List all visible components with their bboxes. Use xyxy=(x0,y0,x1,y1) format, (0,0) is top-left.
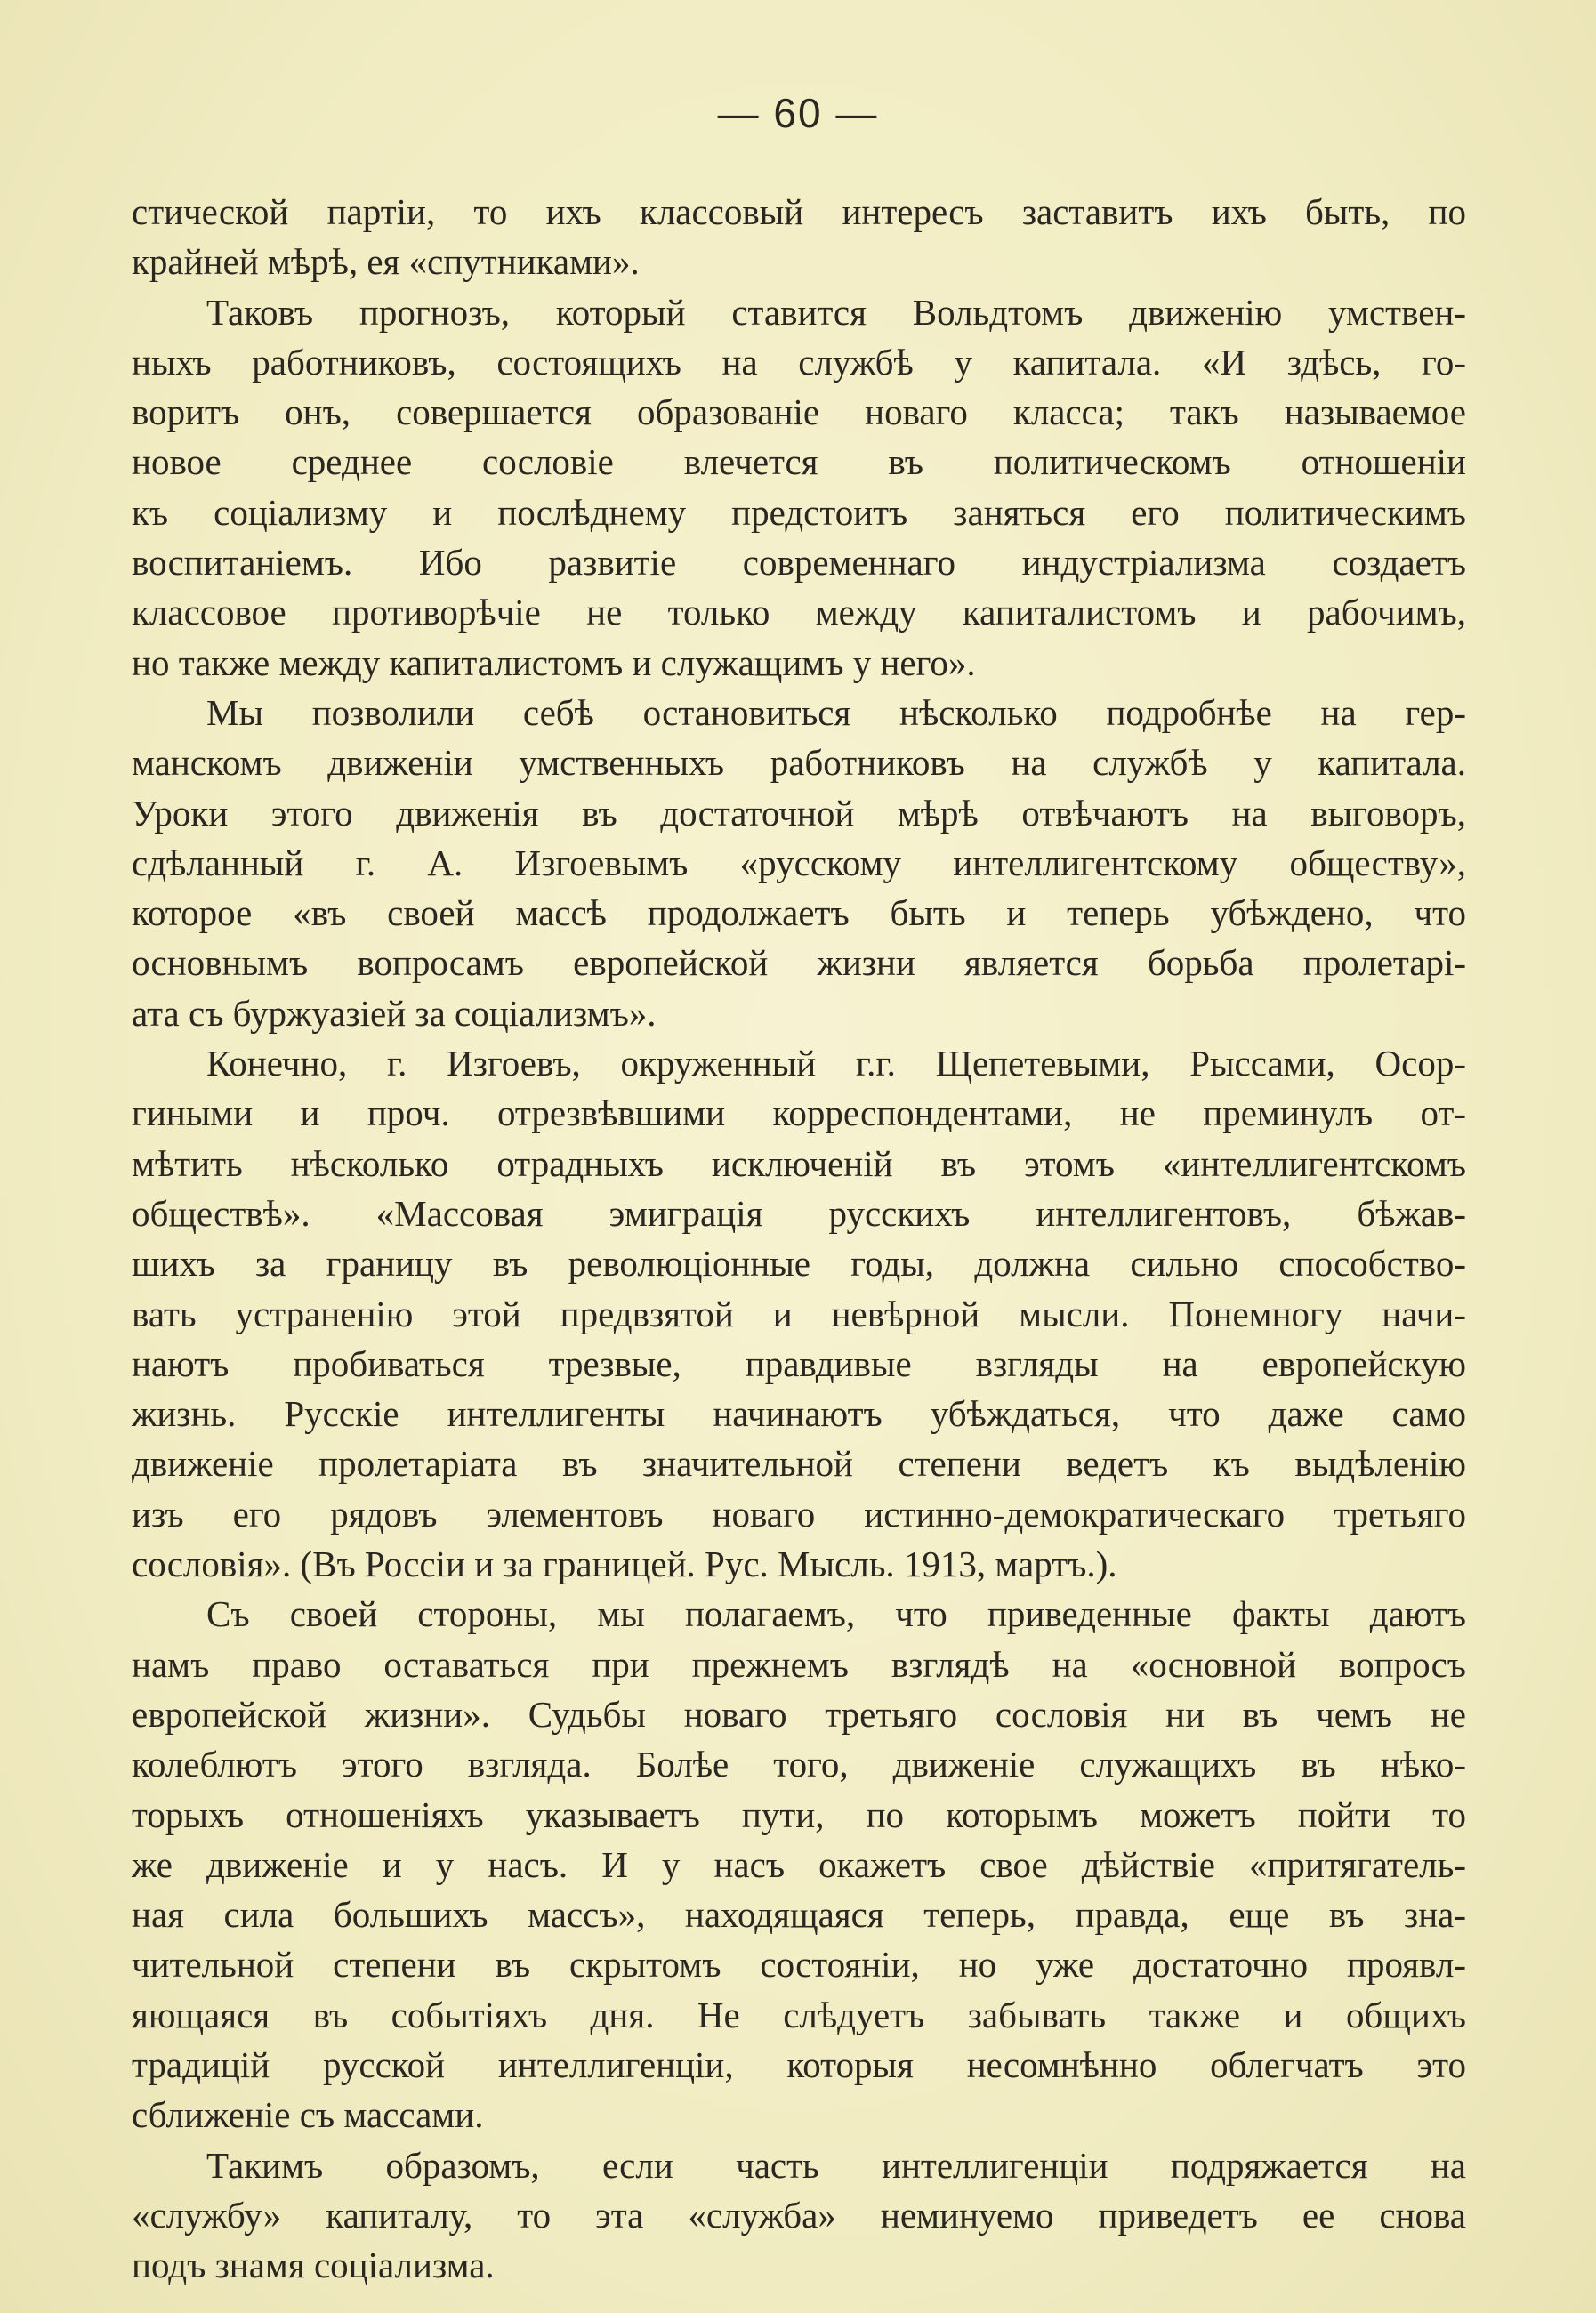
text-line: новое среднее сословіе влечется въ политическомъ отношеніи xyxy=(132,441,1466,483)
text-line: намъ право оставаться при прежнемъ взглядѣ на «основной вопросъ xyxy=(132,1643,1466,1685)
text-line: чительной степени въ скрытомъ состояніи, но уже достаточно проявл- xyxy=(132,1944,1466,1986)
text-line: наютъ пробиваться трезвые, правдивые взгляды на европейскую xyxy=(132,1342,1466,1384)
text-line: ная сила большихъ массъ», находящаяся теперь, правда, еще въ зна- xyxy=(132,1894,1466,1936)
text-line: жизнь. Русскіе интеллигенты начинаютъ убѣждаться, что даже само xyxy=(132,1393,1466,1435)
text-line: сдѣланный г. А. Изгоевымъ «русскому интеллигентскому обществу», xyxy=(132,842,1466,883)
paragraph xyxy=(132,187,1466,287)
text-line: крайней мѣрѣ, ея «спутниками». xyxy=(132,241,640,283)
text-line: европейской жизни». Судьбы новаго третьяго сословія ни въ чемъ не xyxy=(132,1693,1466,1735)
text-line: манскомъ движеніи умственныхъ работниковъ на службѣ у капитала. xyxy=(132,742,1466,784)
text-line: традицій русской интеллигенціи, которыя несомнѣнно облегчатъ это xyxy=(132,2043,1466,2085)
text-line: колеблютъ этого взгляда. Болѣе того, движеніе служащихъ въ нѣко- xyxy=(132,1744,1466,1785)
text-line: сословія». (Въ Россіи и за границей. Рус. Мысль. 1913, мартъ.). xyxy=(132,1543,1117,1585)
body-text xyxy=(132,187,1466,2290)
text-line: движеніе пролетаріата въ значительной степени ведетъ къ выдѣленію xyxy=(132,1443,1466,1485)
text-line: же движеніе и у насъ. И у насъ окажетъ свое дѣйствіе «притягатель- xyxy=(132,1843,1466,1885)
paragraph xyxy=(132,2140,1466,2291)
text-line: торыхъ отношеніяхъ указываетъ пути, по которымъ можетъ пойти то xyxy=(132,1793,1466,1835)
text-line: вать устраненію этой предвзятой и невѣрной мысли. Понемногу начи- xyxy=(132,1293,1466,1334)
text-line: которое «въ своей массѣ продолжаетъ быть и теперь убѣждено, что xyxy=(132,892,1466,934)
text-line: основнымъ вопросамъ европейской жизни является борьба пролетарі- xyxy=(132,942,1466,984)
paragraph xyxy=(132,287,1466,688)
text-line: стической партіи, то ихъ классовый интересъ заставитъ ихъ быть, по xyxy=(132,191,1466,232)
text-line: мѣтить нѣсколько отрадныхъ исключеній въ этомъ «интеллигентскомъ xyxy=(132,1142,1466,1184)
text-line: «службу» капиталу, то эта «служба» неминуемо приведетъ ее снова xyxy=(132,2194,1466,2236)
paragraph xyxy=(132,1038,1466,1589)
text-line: къ соціализму и послѣднему предстоитъ заняться его политическимъ xyxy=(132,491,1466,533)
text-line: Такимъ образомъ, если часть интеллигенціи подряжается на xyxy=(206,2144,1466,2186)
text-line: воритъ онъ, совершается образованіе новаго класса; такъ называемое xyxy=(132,391,1466,433)
text-line: подъ знамя соціализма. xyxy=(132,2244,495,2286)
text-line: сближеніе съ массами. xyxy=(132,2094,484,2136)
text-line: Мы позволили себѣ остановиться нѣсколько подробнѣе на гер- xyxy=(206,691,1466,733)
text-line: Уроки этого движенія въ достаточной мѣрѣ отвѣчаютъ на выговоръ, xyxy=(132,792,1466,834)
text-line: шихъ за границу въ революціонные годы, должна сильно способство- xyxy=(132,1243,1466,1285)
text-line: ныхъ работниковъ, состоящихъ на службѣ у капитала. «И здѣсь, го- xyxy=(132,341,1466,383)
text-line: Таковъ прогнозъ, который ставится Вольдтомъ движенію умствен- xyxy=(206,291,1466,333)
page-number: — 60 — xyxy=(717,90,879,136)
text-line: Съ своей стороны, мы полагаемъ, что приведенные факты даютъ xyxy=(206,1593,1466,1635)
paragraph xyxy=(132,688,1466,1038)
text-line: обществѣ». «Массовая эмиграція русскихъ интеллигентовъ, бѣжав- xyxy=(132,1192,1466,1234)
text-line: но также между капиталистомъ и служащимъ у него». xyxy=(132,641,976,683)
text-line: яющаяся въ событіяхъ дня. Не слѣдуетъ забывать также и общихъ xyxy=(132,1994,1466,2035)
text-line: воспитаніемъ. Ибо развитіе современнаго индустріализма создаетъ xyxy=(132,542,1466,584)
text-line: Конечно, г. Изгоевъ, окруженный г.г. Щепетевыми, Рыссами, Осор- xyxy=(206,1043,1466,1084)
text-line: гиными и проч. отрезвѣвшими корреспондентами, не преминулъ от- xyxy=(132,1092,1466,1134)
text-line: изъ его рядовъ элементовъ новаго истинно-демократическаго третьяго xyxy=(132,1493,1466,1535)
text-line: классовое противорѣчіе не только между капиталистомъ и рабочимъ, xyxy=(132,592,1466,633)
paragraph xyxy=(132,1589,1466,2140)
text-line: ата съ буржуазіей за соціализмъ». xyxy=(132,992,657,1034)
